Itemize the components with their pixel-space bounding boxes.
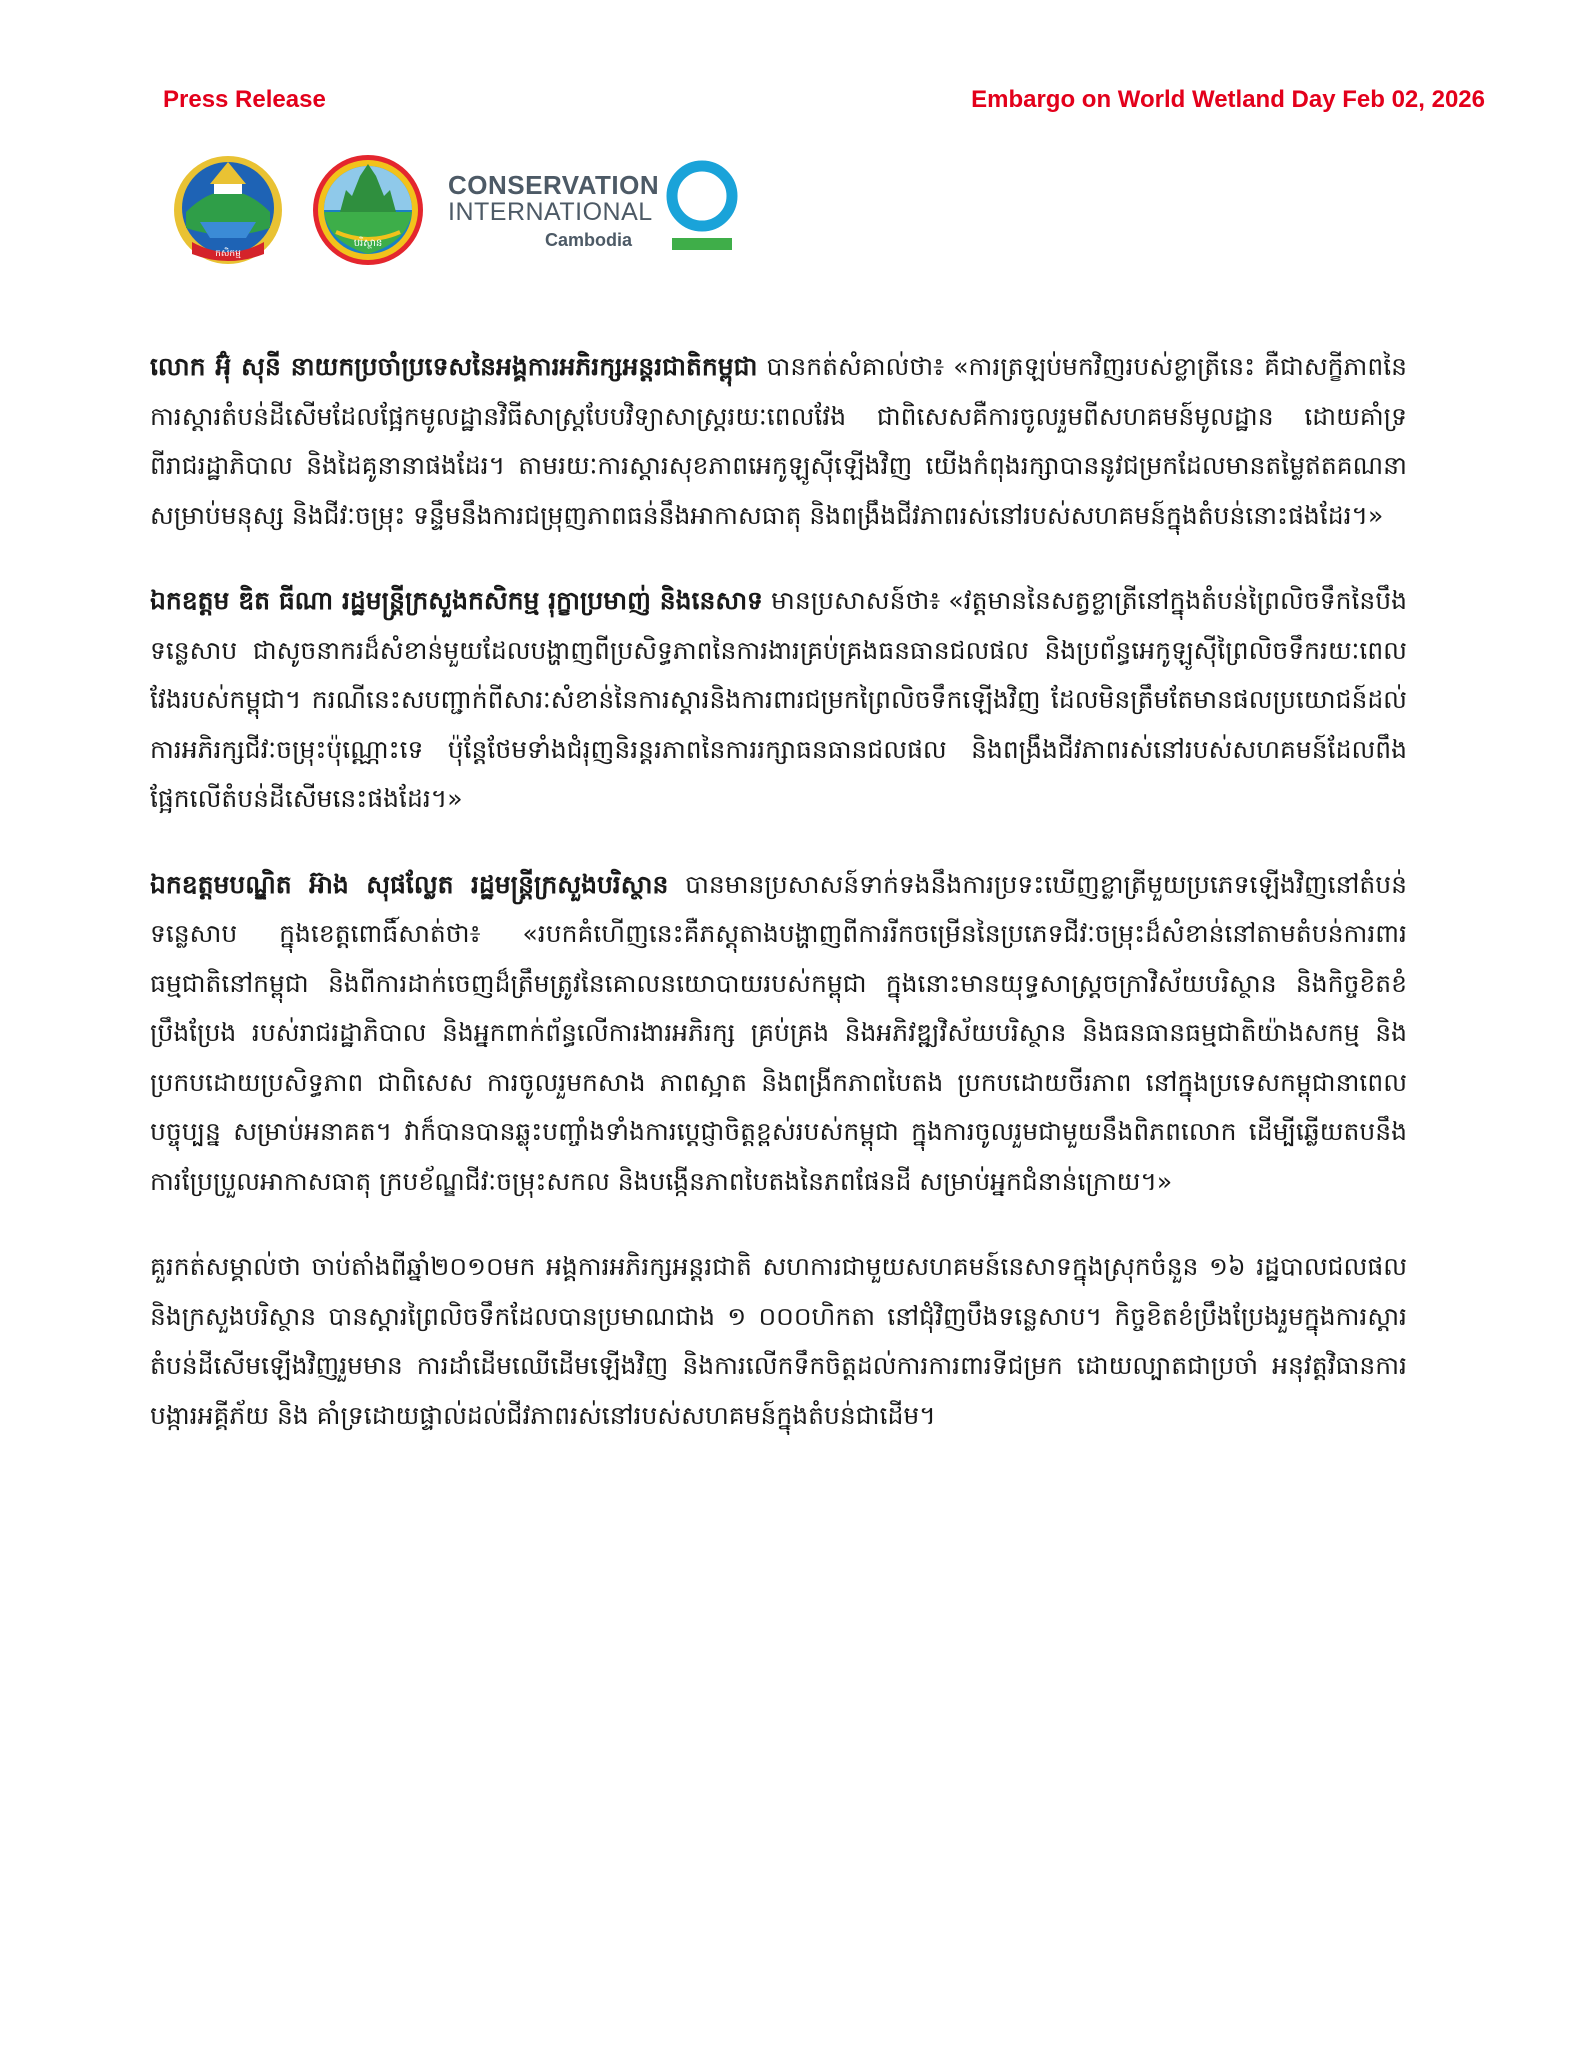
paragraph-text: គួរកត់សម្គាល់ថា ចាប់តាំងពីឆ្នាំ២០១០មក អង្គការអភិរក្សអន្តរជាតិ សហការជាមួយសហគមន៍នេសាទក្នុងស្រុកចំនួន ១៦ រដ្ឋបាលជលផល និងក្រសួងបរិស្ថាន បានស្តារព្រៃលិចទឹកដែលបានប្រមាណជាង ១ ០០០ហិកតា នៅជុំវិញបឹងទន្លេសាប។ កិច្ចខិតខំប្រឹងប្រែងរួមក្នុងការស្តារតំបន់ដីសើមឡើងវិញរួមមាន ការដាំដើមឈើដើមឡើងវិញ និងការលើកទឹកចិត្តដល់ការការពារទីជម្រក ដោយល្បាតជាប្រចាំ អនុវត្តវិធានការបង្ការអគ្គីភ័យ និង គាំទ្រដោយផ្ទាល់ដល់ជីវភាពរស់នៅរបស់សហគមន៍ក្នុងតំបន់ជាដើម។ (150, 1252, 1407, 1430)
partner-logos (170, 150, 790, 270)
conservation-international-mark-icon (664, 158, 740, 262)
ci-wordmark (448, 172, 659, 249)
ministry-agriculture-caption: កសិកម្ម (215, 249, 241, 259)
paragraph-text: មានប្រសាសន៍ថា៖ «វត្តមាននៃសត្វខ្លាត្រីនៅក្នុងតំបន់ព្រៃលិចទឹកនៃបឹងទន្លេសាប ជាសូចនាករដ៏សំខាន់មួយដែលបង្ហាញពីប្រសិទ្ធភាពនៃការងារគ្រប់គ្រងធនធានជលផល និងប្រព័ន្ធអេកូឡូស៊ីព្រៃលិចទឹករយៈពេលវែងរបស់កម្ពុជា។ ករណីនេះសបញ្ជាក់ពីសារៈសំខាន់នៃការស្តារនិងការពារជម្រកព្រៃលិចទឹកឡើងវិញ ដែលមិនត្រឹមតែមានផលប្រយោជន៍ដល់ការអភិរក្សជីវៈចម្រុះប៉ុណ្ណោះទេ ប៉ុន្តែថែមទាំងជំរុញនិរន្តរភាពនៃការរក្សាធនធានជលផល និងពង្រឹងជីវភាពរស់នៅរបស់សហគមន៍ដែលពឹងផ្អែកលើតំបន់ដីសើមនេះផងដែរ។» (150, 586, 1407, 813)
ci-line-conservation: CONSERVATION (448, 170, 660, 200)
paragraph-eang-sophalleth (150, 860, 1407, 1207)
paragraph-um-sony (150, 342, 1407, 540)
speaker-name: ឯកឧត្តមបណ្ឌិត អ៊ាង សុផល្លែត រដ្ឋមន្រ្តីក្រសួងបរិស្ថាន (150, 869, 669, 899)
press-release-body (150, 342, 1407, 1476)
ci-line-international: INTERNATIONAL (448, 198, 653, 226)
paragraph-text: បានកត់សំគាល់ថា៖ «ការត្រឡប់មកវិញរបស់ខ្លាត្រីនេះ គឺជាសក្ខីភាពនៃការស្តារតំបន់ដីសើមដែលផ្អែកមូលដ្ឋានវិធីសាស្រ្តបែបវិទ្យាសាស្រ្តរយៈពេលវែង ជាពិសេសគឺការចូលរួមពីសហគមន៍មូលដ្ឋាន ដោយគាំទ្រពីរាជរដ្ឋាភិបាល និងដៃគូនានាផងដែរ។ តាមរយៈការស្តារសុខភាពអេកូឡូស៊ីឡើងវិញ យើងកំពុងរក្សាបាននូវជម្រកដែលមានតម្លៃឥតគណនាសម្រាប់មនុស្ស និងជីវៈចម្រុះ ទន្ទឹមនឹងការជម្រុញភាពធន់នឹងអាកាសធាតុ និងពង្រឹងជីវភាពរស់នៅរបស់សហគមន៍ក្នុងតំបន់នោះផងដែរ។» (150, 352, 1407, 530)
press-release-label: Press Release (163, 86, 326, 113)
ci-line-cambodia: Cambodia (545, 230, 633, 250)
ministry-of-environment-emblem-icon (310, 150, 426, 270)
ministry-environment-caption: បរិស្ថាន (353, 238, 383, 249)
paragraph-restoration-note (150, 1242, 1407, 1440)
paragraph-dith-tina (150, 576, 1407, 824)
page-header (163, 86, 1485, 122)
ministry-of-agriculture-emblem-icon (170, 150, 286, 270)
speaker-name: លោក អ៊ុំ សុនី នាយកប្រចាំប្រទេសនៃអង្គការអភិរក្សអន្តរជាតិកម្ពុជា (150, 352, 758, 381)
embargo-label: Embargo on World Wetland Day Feb 02, 2026 (971, 86, 1485, 113)
speaker-name: ឯកឧត្តម ឌិត ធីណា រដ្ឋមន្រ្តីក្រសួងកសិកម្ម រុក្ខាប្រមាញ់ និងនេសាទ (150, 586, 763, 615)
paragraph-text: បានមានប្រសាសន៍ទាក់ទងនឹងការប្រទះឃើញខ្លាត្រីមួយប្រភេទឡើងវិញនៅតំបន់ទន្លេសាប ក្នុងខេត្តពោធិ៍សាត់ថា៖ «របកគំហើញនេះគឺភស្តុតាងបង្ហាញពីការរីកចម្រើននៃប្រភេទជីវៈចម្រុះដ៏សំខាន់នៅតាមតំបន់ការពារធម្មជាតិនៅកម្ពុជា និងពីការដាក់ចេញដ៏ត្រឹមត្រូវនៃគោលនយោបាយរបស់កម្ពុជា ក្នុងនោះមានយុទ្ធសាស្ត្រចក្រាវិស័យបរិស្ថាន និងកិច្ចខិតខំប្រឹងប្រែង របស់រាជរដ្ឋាភិបាល និងអ្នកពាក់ព័ន្ធលើការងារអភិរក្ស គ្រប់គ្រង និងអភិវឌ្ឍវិស័យបរិស្ថាន និងធនធានធម្មជាតិយ៉ាងសកម្ម និងប្រកបដោយប្រសិទ្ធភាព ជាពិសេស ការចូលរួមកសាង ភាពស្អាត និងពង្រីកភាពបៃតង ប្រកបដោយចីរភាព នៅក្នុងប្រទេសកម្ពុជានាពេលបច្ចុប្បន្ន សម្រាប់អនាគត។ វាក៏បានបានឆ្លុះបញ្ចាំងទាំងការប្តេជ្ញាចិត្តខ្ពស់របស់កម្ពុជា ក្នុងការចូលរួមជាមួយនឹងពិភពលោក ដើម្បីឆ្លើយតបនឹងការប្រែប្រួលអាកាសធាតុ ក្របខ័ណ្ឌជីវៈចម្រុះសកល និងបង្កើនភាពបៃតងនៃភពផែនដី សម្រាប់អ្នកជំនាន់ក្រោយ។» (150, 869, 1407, 1196)
